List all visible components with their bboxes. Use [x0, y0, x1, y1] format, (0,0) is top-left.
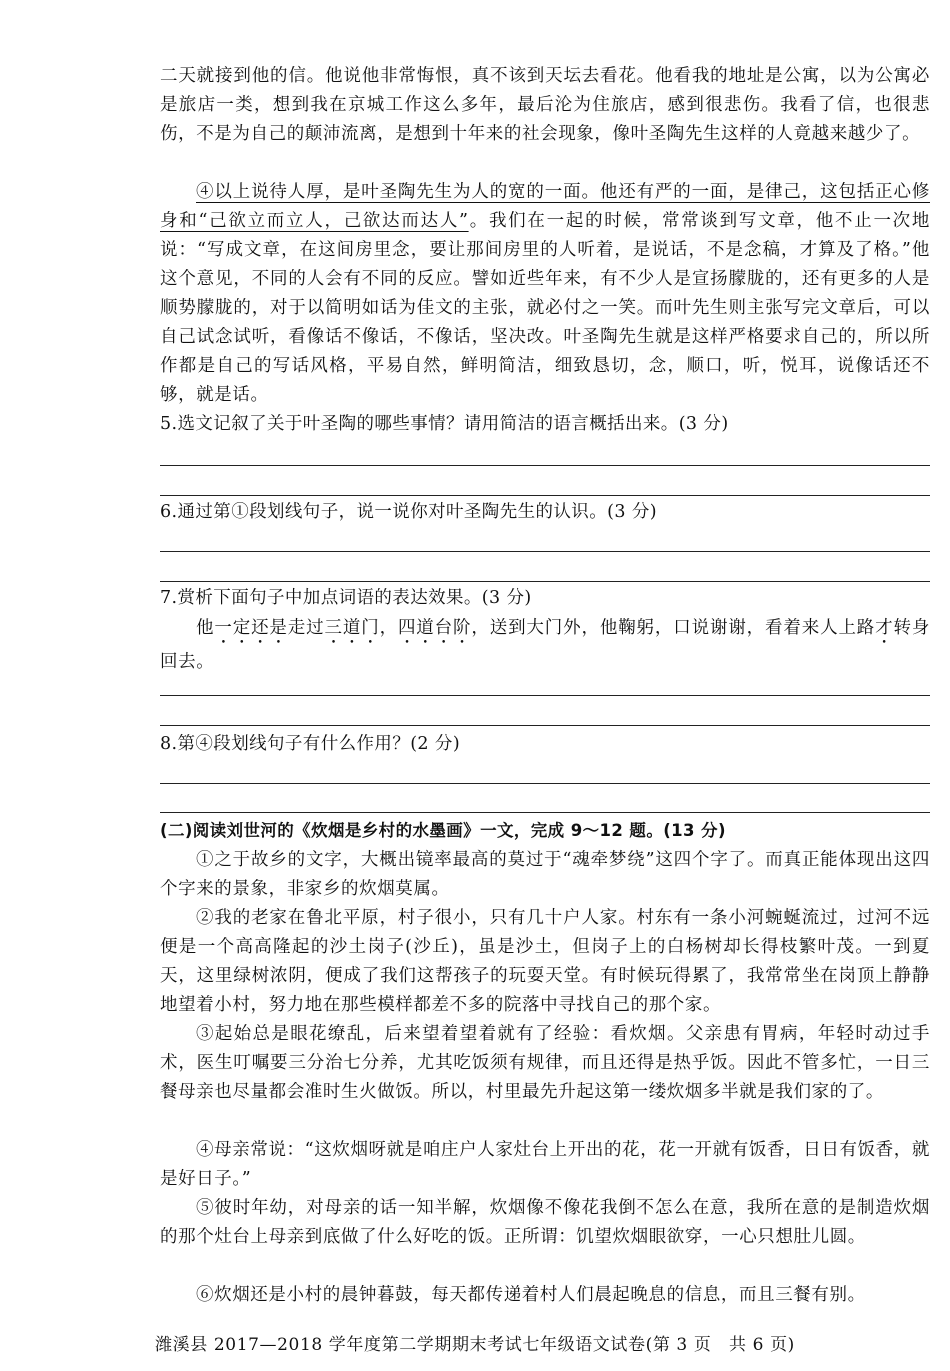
dotted-word: 三道门 — [324, 618, 380, 638]
section-2-paragraph-6: ⑥炊烟还是小村的晨钟暮鼓，每天都传递着村人们晨起晚息的信息，而且三餐有别。 — [196, 1285, 866, 1305]
question-5: 5.选文记叙了关于叶圣陶的哪些事情？请用简洁的语言概括出来。(3 分) — [160, 414, 729, 434]
answer-line[interactable] — [160, 725, 930, 726]
dotted-word: 一定还是 — [214, 618, 288, 638]
question-6: 6.通过第①段划线句子，说一说你对叶圣陶先生的认识。(3 分) — [160, 502, 657, 522]
dotted-word: 才 — [875, 618, 894, 638]
paragraph-4-rest: 。我们在一起的时候，常常谈到写文章，他不止一次地说：“写成文章，在这间房里念，要让那间房里的人听着，是说话，不是念稿，才算及了格。”他这个意见，不同的人会有不同的反应。譬如近些年来，有不少人是宣扬朦胧的，还有更多的人是顺势朦胧的，对于以简明如话为佳文的主张，就必付之一笑。而叶先生则主张写完文章后，可以自己试念试听，看像话不像话，不像话，坚决改。叶圣陶先生就是这样严格要求自己的，所以所作都是自己的写话风格，平易自然，鲜明简洁，细致恳切，念，顺口，听，悦耳，说像话还不够，就是话。 — [160, 211, 930, 405]
answer-line[interactable] — [160, 465, 930, 466]
section-2-paragraph-5: ⑤彼时年幼，对母亲的话一知半解，炊烟像不像花我倒不怎么在意，我所在意的是制造炊烟的那个灶台上母亲到底做了什么好吃的饭。正所谓：饥望炊烟眼欲穿，一心只想肚儿圆。 — [160, 1198, 930, 1247]
answer-line[interactable] — [160, 695, 930, 696]
question-7: 7.赏析下面句子中加点词语的表达效果。(3 分) — [160, 588, 532, 608]
sentence-text: 转身回去。 — [160, 618, 930, 672]
passage-paragraph-continued: 二天就接到他的信。他说他非常悔恨，真不该到天坛去看花。他看我的地址是公寓，以为公寓必是旅店一类，想到我在京城工作这么多年，最后沦为住旅店，感到很悲伤。我看了信，也很悲伤，不是为自己的颠沛流离，是想到十年来的社会现象，像叶圣陶先生这样的人竟越来越少了。 — [160, 66, 930, 144]
answer-line[interactable] — [160, 783, 930, 784]
section-2-paragraph-2: ②我的老家在鲁北平原，村子很小，只有几十户人家。村东有一条小河蜿蜒流过，过河不远便是一个高高隆起的沙土岗子(沙丘)，虽是沙土，但岗子上的白杨树却长得枝繁叶茂。一到夏天，这里绿树浓阴，便成了我们这帮孩子的玩耍天堂。有时候玩得累了，我常常坐在岗顶上静静地望着小村，努力地在那些模样都差不多的院落中寻找自己的那个家。 — [160, 908, 930, 1015]
sentence-text: 走过 — [287, 618, 325, 638]
question-8: 8.第④段划线句子有什么作用？(2 分) — [160, 734, 461, 754]
sentence-text: ， — [379, 618, 398, 638]
sentence-text: ，送到大门外，他鞠躬，口说谢谢，看着来人上路 — [471, 618, 876, 638]
section-2-paragraph-1: ①之于故乡的文字，大概出镜率最高的莫过于“魂牵梦绕”这四个字了。而真正能体现出这四个字来的景象，非家乡的炊烟莫属。 — [160, 850, 930, 899]
dotted-word: 四道台阶 — [397, 618, 472, 638]
page-footer: 潍溪县 2017—2018 学年度第二学期期末考试七年级语文试卷(第 3 页 共 6 页) — [155, 1335, 795, 1355]
section-2-heading: (二)阅读刘世河的《炊烟是乡村的水墨画》一文，完成 9～12 题。(13 分) — [160, 821, 726, 840]
answer-line[interactable] — [160, 812, 930, 813]
sentence-text: 他 — [196, 618, 215, 638]
question-7-sentence — [160, 614, 930, 677]
section-2-paragraph-3: ③起始总是眼花缭乱，后来望着望着就有了经验：看炊烟。父亲患有胃病，年轻时动过手术，医生叮嘱要三分治七分养，尤其吃饭须有规律，而且还得是热乎饭。因此不管多忙，一日三餐母亲也尽量都会准时生火做饭。所以，村里最先升起这第一缕炊烟多半就是我们家的了。 — [160, 1024, 930, 1102]
section-2-paragraph-4: ④母亲常说：“这炊烟呀就是咱庄户人家灶台上开出的花，花一开就有饭香，日日有饭香，就是好日子。” — [160, 1140, 930, 1189]
answer-line[interactable] — [160, 495, 930, 496]
underlined-sentence: ④以上说待人厚，是叶圣陶先生为人的宽的一面。他还有严的一面，是律己，这包括正心修身和“己欲立而立人，己欲达而达人” — [160, 182, 930, 231]
passage-paragraph-4 — [160, 178, 930, 410]
answer-line[interactable] — [160, 551, 930, 552]
answer-line[interactable] — [160, 581, 930, 582]
